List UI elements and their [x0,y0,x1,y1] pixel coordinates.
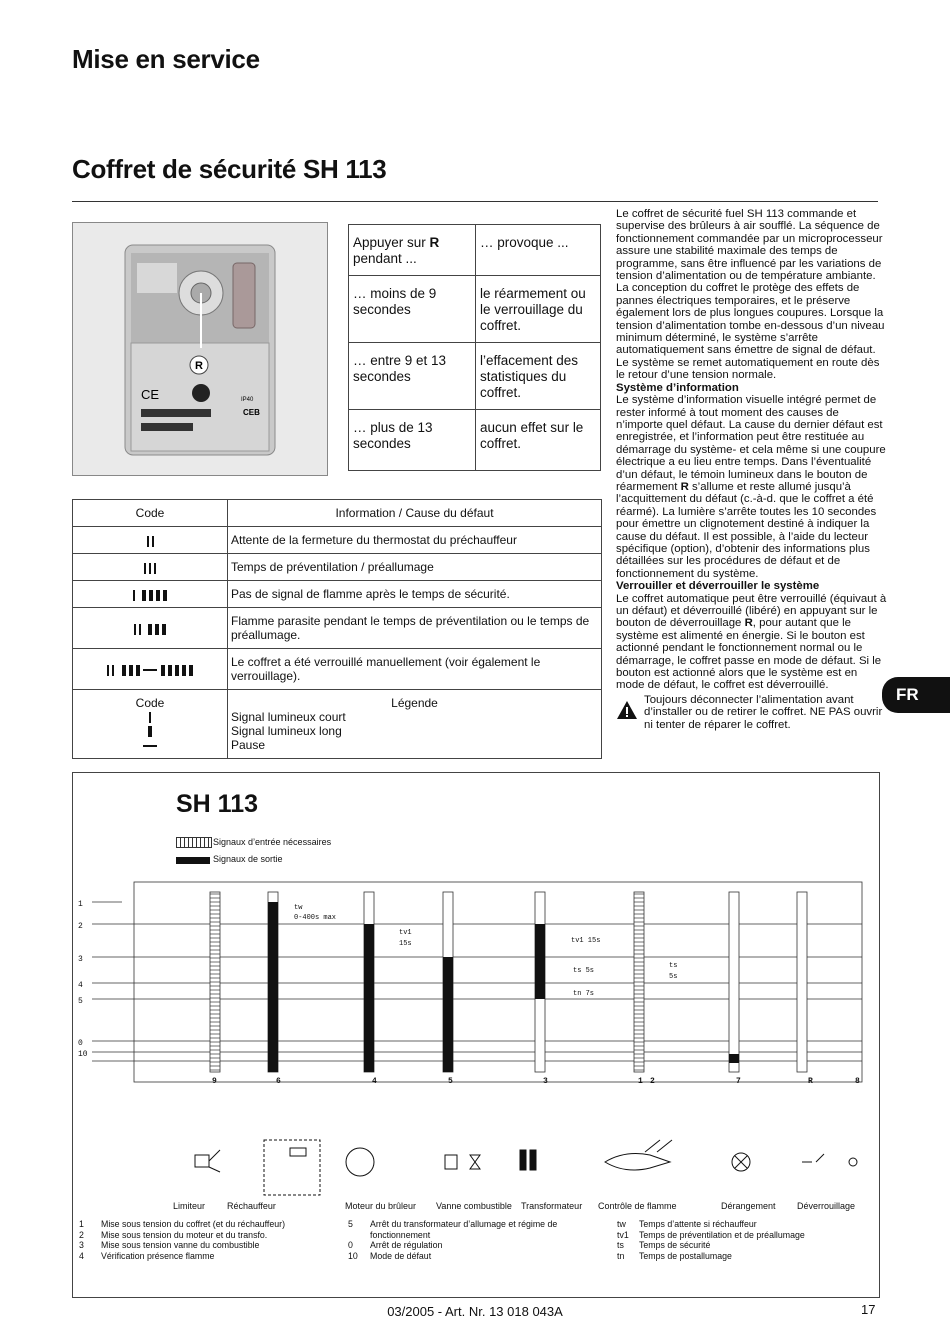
table-cell [349,225,476,276]
reset-button-label: R [195,360,203,372]
component-caption: Moteur du brûleur [345,1201,417,1211]
control-box-illustration [73,223,327,475]
notes-right: tw Temps d’attente si réchauffeur tv1 Temps de préventilation et de préallumage ts Temps de sécurité tn Temps de postallumage [617,1219,805,1261]
subheading: Système d’information [616,381,739,394]
component-caption: Dérangement [721,1201,776,1211]
divider [72,201,878,202]
paragraph [616,593,888,692]
row-label: 2 [78,922,83,931]
ce-mark: CE [141,387,160,402]
row-label: 4 [78,981,83,990]
table-cell: … plus de 13 secondes [349,410,476,471]
table-row [349,276,601,343]
row-label: 10 [78,1050,88,1059]
cell-text-bold: R [429,235,440,250]
timing-label: tv1 [399,929,412,937]
legend-item: Pause [231,738,266,752]
timing-label: ts [669,962,678,970]
table-row [73,500,602,527]
table-cell: Flamme parasite pendant le temps de préventilation ou le temps de préallumage. [228,608,602,649]
table-cell: … entre 9 et 13 secondes [349,343,476,410]
table-row [349,410,601,471]
terminal-label: 5 [448,1077,453,1086]
text-run: Le coffret automatique peut être verrouillé (équivaut à un défaut) et déverrouillé (libéré) en appuyant sur le bouton de déverrouillage [616,592,887,630]
terminal-label: 7 [736,1077,741,1086]
legend-input: Signaux d’entrée nécessaires [213,837,332,847]
table-cell: le réarmement ou le verrouillage du coffret. [476,276,601,343]
text-run-bold: R [744,617,753,630]
timing-label: 0-400s max [294,914,337,922]
component-caption: Déverrouillage [797,1201,856,1211]
table-row [349,343,601,410]
terminal-label: 8 [855,1077,860,1086]
text-run: , pour autant que le système est alimenté en énergie. Si le bouton est actionné pendant le fonctionnement normal ou le démarrage, le coffret passe en mode de défaut. Si le bouton est actionné alors que le système est en mode de défaut, le coffret est déverrouillé. [616,617,882,692]
timing-diagram [72,872,878,1172]
legend-long-symbol [76,724,224,738]
timing-label: ts 5s [573,967,595,975]
legend-output: Signaux de sortie [213,854,283,864]
component-caption: Limiteur [173,1201,206,1211]
timing-label: tw [294,904,303,912]
blink-code [73,581,228,608]
cell-text: Appuyer sur [353,235,430,250]
row-label: 3 [78,955,83,964]
table-row [73,690,602,759]
terminal-label: 9 [212,1077,217,1086]
legend-title: Légende [391,696,438,710]
section-title: Coffret de sécurité SH 113 [72,154,387,184]
table-header: Code [73,500,228,527]
table-cell: Attente de la fermeture du thermostat du préchauffeur [228,527,602,554]
legend-item: Signal lumineux court [231,710,346,724]
table-cell: l’effacement des statistiques du coffret. [476,343,601,410]
table-cell: … provoque ... [476,225,601,276]
input-signal-swatch [176,837,212,848]
table-cell: Le coffret a été verrouillé manuellement (voir également le verrouillage). [228,649,602,690]
component-caption: Contrôle de flamme [598,1201,677,1211]
blink-code [73,554,228,581]
table-cell: Pas de signal de flamme après le temps de sécurité. [228,581,602,608]
table-row [73,649,602,690]
table-cell: aucun effet sur le coffret. [476,410,601,471]
table-row [73,608,602,649]
terminal-label: 2 [650,1077,655,1086]
diagram-title: SH 113 [176,790,259,818]
blink-code [73,608,228,649]
subheading: Verrouiller et déverrouiller le système [616,580,820,593]
notes-left: 1 Mise sous tension du coffret (et du réchauffeur) 2 Mise sous tension du moteur et du transfo. 3 Mise sous tension vanne du combustible 4 Vérification présence flamme [79,1219,286,1261]
blink-code [73,649,228,690]
legend-item: Signal lumineux long [231,724,342,738]
terminal-label: R [808,1077,813,1086]
terminal-label: 6 [276,1077,281,1086]
legend-code-head: Code [135,696,165,710]
timing-label: tv1 15s [571,937,601,945]
legend-codes [73,690,228,759]
language-tab: FR [882,677,950,713]
row-label: 1 [78,900,83,909]
text-run-bold: R [680,480,689,493]
notes-middle: 5 Arrêt du transformateur d’allumage et régime de fonctionnement 0 Arrêt de régulation 10 Mode de défaut [348,1219,558,1261]
table-row [73,554,602,581]
warning-icon [616,700,638,720]
page-title: Mise en service [72,44,260,74]
component-caption: Réchauffeur [227,1201,276,1211]
output-signal-swatch [176,857,210,864]
description-column [616,208,888,731]
row-label: 0 [78,1039,83,1048]
legend-short-symbol [76,710,224,724]
timing-label: tn 7s [573,990,595,998]
terminal-label: 1 [638,1077,643,1086]
page-number: 17 [861,1302,876,1317]
table-cell: … moins de 9 secondes [349,276,476,343]
ceb-label: CEB [243,408,260,417]
ip-rating: IP40 [241,397,254,403]
device-photo [72,222,328,476]
component-caption: Vanne combustible [436,1201,512,1211]
cell-text: pendant ... [353,251,417,266]
footer-text: 03/2005 - Art. Nr. 13 018 043A [387,1304,563,1319]
timing-label: 5s [669,973,678,981]
table-row [349,225,601,276]
terminal-label: 3 [543,1077,548,1086]
table-row [73,581,602,608]
timing-label: 15s [399,940,412,948]
legend-pause-symbol [76,738,224,752]
table-header: Information / Cause du défaut [228,500,602,527]
fault-code-table [72,499,602,759]
table-cell: Temps de préventilation / préallumage [228,554,602,581]
component-symbols [180,1130,880,1200]
text-run: s’allume et reste allumé jusqu’à l’acquittement du défaut (c.-à-d. que le coffret a été réarmé). La lumière s’arrête toutes les 10 secondes pour émettre un clignotement destiné à indiquer la cause du défaut. Il est possible, à l’aide du lecteur spécifique (option), d’obtenir des informations plus détaillées sur les procédures de défaut et de fonctionnement du système. [616,480,877,580]
paragraph [616,394,888,580]
table-row [73,527,602,554]
warning-note [616,694,888,731]
row-label: 5 [78,997,83,1006]
text-run: Le système d’information visuelle intégré permet de rester informé à tout moment des causes de n’importe quel défaut. La cause du dernier défaut est enregistrée, et l’information peut être restituée au démarrage du système- et cela même si une coupure électrique a eu lieu entre temps. Dans l’éventualité d’un défaut, le témoin lumineux dans le bouton de réarmement [616,394,886,493]
blink-code [73,527,228,554]
reset-duration-table [348,224,601,471]
terminal-label: 4 [372,1077,377,1086]
warning-text: Toujours déconnecter l’alimentation avant d’installer ou de retirer le coffret. NE PAS ouvrir ni tenter de réparer le coffret. [644,693,883,731]
component-caption: Transformateur [521,1201,583,1211]
paragraph: Le coffret de sécurité fuel SH 113 commande et supervise des brûleurs à air soufflé. La séquence de fonctionnement commandée par un microprocesseur assure une stabilité maximale des temps de programme, sans être influencé par les variations de tension d’alimentation ou de température ambiante. La conception du coffret le protège des effets de pannes électriques temporaires, et le préserve également lors de plus longues coupures. Lorsque la tension d’alimentation tombe en-dessous d’un niveau minimum déterminé, le système s’arrête automatiquement sans émettre de signal de défaut. Le système se remet automatiquement en route dès le retour d’une tension normale. [616,208,885,382]
legend-cell [228,690,602,759]
